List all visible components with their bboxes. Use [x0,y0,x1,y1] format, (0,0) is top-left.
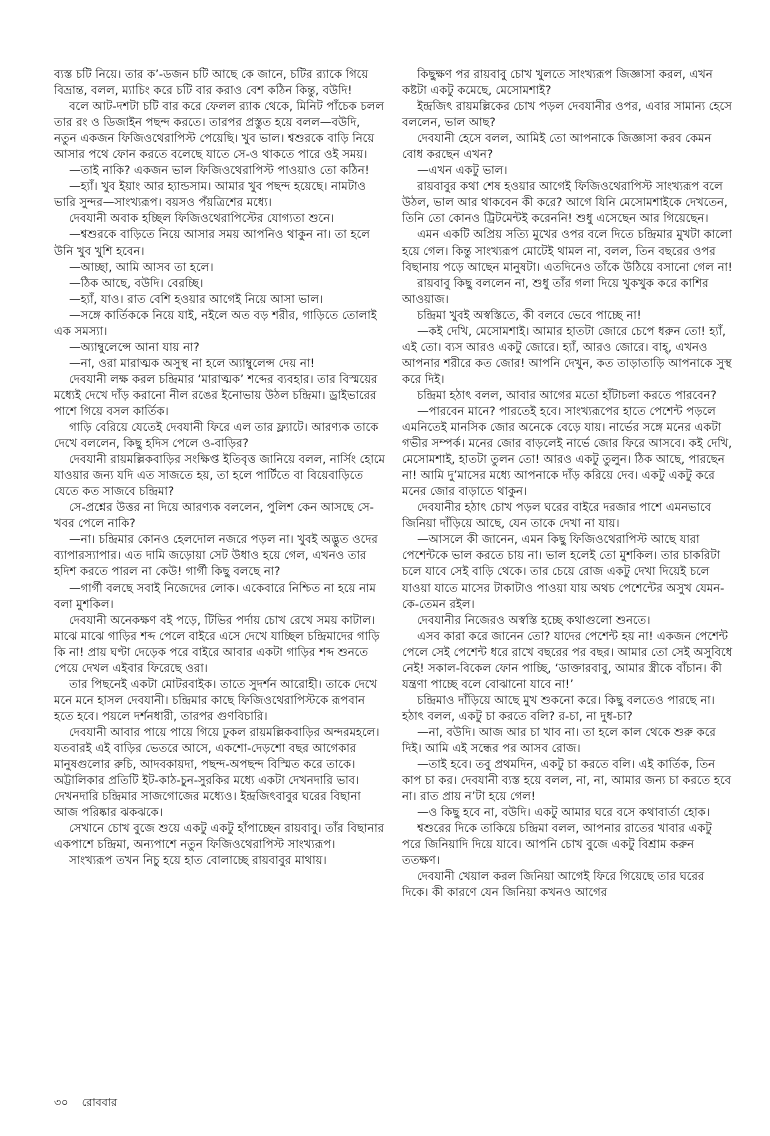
paragraph: ব্যস্ত চটি নিয়ে। তার ক’-ডজন চটি আছে কে জানে, চটির র‍্যাকে গিয়ে বিভ্রান্ত, বলল, ম্যাচিং করে চটি বার করাও বেশ কঠিন কিন্তু, বউদি! [54,67,369,98]
paragraph: —শ্বশুরকে বাড়িতে নিয়ে আসার সময় আপনিও থাকুন না। তা হলে উনি খুব খুশি হবেন। [54,227,370,258]
paragraph: —পারবেন মানে? পারতেই হবে। সাংখ্যরূপের হাতে পেশেন্ট পড়লে এমনিতেই মানসিক জোর অনেকে বেড়ে যায়। নার্ভের সঙ্গে মনের একটা গভীর সম্পর্ক। মনের জোর বাড়লেই নার্ভে জোর ফিরে আসবে। কই দেখি, মেসোমশাই, হাতটা তুলন তো! আরও একটু তুলুন। ঠিক আছে, পারছেন না! আমি দু’মাসের মধ্যে আপনাকে দাঁড় করিয়ে দেব। একটু একটু করে মনের জোর বাড়াতে থাকুন। [402,403,732,499]
paragraph: চন্দ্রিমা হঠাৎ বলল, আবার আগের মতো হাঁটাচলা করতে পারবেন? [417,387,717,402]
paragraph: সাংখ্যরূপ তখন নিচু হয়ে হাত বোলাচ্ছে রায়বাবুর মাথায়। [69,853,327,868]
paragraph: দেবযানী রায়মল্লিকবাড়ির সংক্ষিপ্ত ইতিবৃত্ত জানিয়ে বলল, নার্সিং হোমে যাওয়ার জন্য যদি এত সাজতে হয়, তা হলে পার্টিতে বা বিয়েবাড়িতে যেতে কত সাজবে চন্দ্রিমা? [54,452,385,499]
paragraph: —না। চন্দ্রিমার কোনও হেলদোল নজরে পড়ল না। খুবই অদ্ভুত ওদের ব্যাপারস্যাপার। এত দামি জড়োয়া সেট উধাও হয়ে গেল, এখনও তার হদিশ করতে পারল না কেউ! গার্গী কিছু বলছে না? [54,532,378,579]
paragraph: —গার্গী বলছে সবাই নিজেদের লোক। একেবারে নিশ্চিত না হয়ে নাম বলা মুশকিল। [54,580,376,611]
paragraph: এসব কারা করে জানেন তো? যাদের পেশেন্ট হয় না! একজন পেশেন্ট পেলে সেই পেশেন্ট ধরে রাখে বছরের পর বছর। আমার তো সেই অসুবিধে নেই! সকাল-বিকেল ফোন পাচ্ছি, ‘ডাক্তারবাবু, আমার স্ত্রীকে বাঁচান। কী যন্ত্রণা পাচ্ছে বলে বোঝানো যাবে না!’ [402,628,733,691]
paragraph: দেবযানীর হঠাৎ চোখ পড়ল ঘরের বাইরে দরজার পাশে এমনভাবে জিনিয়া দাঁড়িয়ে আছে, যেন তাকে দেখা না যায়। [402,500,712,531]
paragraph: —আচ্ছা, আমি আসব তা হলে। [69,259,214,274]
magazine-name: রোববার [81,1096,118,1109]
paragraph: চন্দ্রিমাও দাঁড়িয়ে আছে মুখ শুকনো করে। কিছু বলতেও পারছে না। হঠাৎ বলল, একটু চা করতে বলি? র-চা, না দুধ-চা? [402,692,715,723]
paragraph: সেখানে চোখ বুজে শুয়ে একটু একটু হাঁপাচ্ছেন রায়বাবু। তাঁর বিছানার একপাশে চন্দ্রিমা, অন্যপাশে নতুন ফিজিওথেরাপিস্ট সাংখ্যরূপ। [54,821,385,852]
paragraph: —ও কিছু হবে না, বউদি। একটু আমার ঘরে বসে কথাবার্তা হোক। [417,805,710,820]
paragraph: শ্বশুরের দিকে তাকিয়ে চন্দ্রিমা বলল, আপনার রাতের খাবার একটু পরে জিনিয়াদি দিয়ে যাবে। আপনি চোখ বুজে একটু বিশ্রাম করুন ততক্ষণ। [402,821,712,868]
paragraph: দেবযানী লক্ষ করল চন্দ্রিমার ‘মারাত্মক’ শব্দের ব্যবহার। তার বিস্ময়ের মধ্যেই দেখে দাঁড় করানো নীল রঙের ইনোভায় উঠল চন্দ্রিমা। ড্রাইভারের পাশে গিয়ে বসল কার্তিক। [54,371,378,418]
paragraph: এমন একটি অপ্রিয় সত্যি মুখের ওপর বলে দিতে চন্দ্রিমার মুখটা কালো হয়ে গেল। কিন্তু সাংখ্যরূপ মোটেই থামল না, বলল, তিন বছরের ওপর বিছানায় পড়ে আছেন মানুষটা। এতদিনেও তাঁকে উঠিয়ে বসানো গেল না! [402,227,733,274]
paragraph: —না, ওরা মারাত্মক অসুস্থ না হলে অ্যাম্বুলেন্স দেয় না! [69,355,315,370]
paragraph: —অ্যাম্বুলেন্সে আনা যায় না? [69,339,200,354]
paragraph: তার পিছনেই একটা মোটরবাইক। তাতে সুদর্শন আরোহী। তাকে দেখে মনে মনে হাসল দেবযানী। চন্দ্রিমার কাছে ফিজিওথেরাপিস্টকে রূপবান হতে হবে। পয়লে দর্শনধারী, তারপর গুণবিচারি। [54,676,378,723]
paragraph: কিছুক্ষণ পর রায়বাবু চোখ খুলতে সাংখ্যরূপ জিজ্ঞাসা করল, এখন কষ্টটা একটু কমেছে, মেসোমশাই? [402,67,713,98]
paragraph: বলে আট-দশটা চটি বার করে ফেলল র‍্যাক থেকে, মিনিট পাঁচেক চলল তার রং ও ডিজাইন পছন্দ করতে। তারপর প্রস্তুত হয়ে বলল—বউদি, নতুন একজন ফিজিওথেরাপিস্ট পেয়েছি। খুব ভাল। শ্বশুরকে বাড়ি নিয়ে আসার পথে ফোন করতে বলেছে যাতে সে-ও থাকতে পারে ওই সময়। [54,99,384,162]
paragraph: চন্দ্রিমা খুবই অস্বস্তিতে, কী বলবে ভেবে পাচ্ছে না! [417,307,642,322]
paragraph: রায়বাবু কিছু বললেন না, শুধু তাঁর গলা দিয়ে খুকখুক করে কাশির আওয়াজ। [402,275,709,306]
paragraph: সে-প্রশ্নের উত্তর না দিয়ে আরণ্যক বললেন, পুলিশ কেন আসছে সে-খবর পেলে নাকি? [54,500,374,531]
paragraph: দেবযানী অবাক হচ্ছিল ফিজিওথেরাপিস্টের যোগ্যতা শুনে। [69,211,335,226]
paragraph: —সঙ্গে কার্তিককে নিয়ে যাই, নইলে অত বড় শরীর, গাড়িতে তোলাই এক সমস্যা। [54,307,377,338]
paragraph: গাড়ি বেরিয়ে যেতেই দেবযানী ফিরে এল তার ফ্ল্যাটে। আরণ্যক তাকে দেখে বললেন, কিছু হদিস পেলে ও-বাড়ির? [54,420,379,451]
right-text-column [402,66,734,900]
page-number: ৩০ [54,1096,69,1109]
paragraph: —হ্যাঁ। খুব ইয়াং আর হ্যান্ডসাম। আমার খুব পছন্দ হয়েছে। নামটাও ভারি সুন্দর—সাংখ্যরূপ। বয়সও পঁয়ত্রিশের মধ্যে। [54,179,366,210]
paragraph: —কই দেখি, মেসোমশাই। আমার হাতটা জোরে চেপে ধরুন তো! হ্যাঁ, এই তো। ব্যস আরও একটু জোরে। হ্যাঁ, আরও জোরে। বাহ্, এখনও আপনার শরীরে কত জোর! আপনি দেখুন, কত তাড়াতাড়ি আপনাকে সুস্থ করে দিই। [402,323,732,386]
paragraph: রায়বাবুর কথা শেষ হওয়ার আগেই ফিজিওথেরাপিস্ট সাংখ্যরূপ বলে উঠল, ভাল আর থাকবেন কী করে? আগে যিনি মেসোমশাইকে দেখতেন, তিনি তো কোনও ট্রিটমেন্টই করেননি! শুধু এসেছেন আর গিয়েছেন। [402,179,728,226]
paragraph: দেবযানী আবার পায়ে পায়ে গিয়ে ঢুকল রায়মল্লিকবাড়ির অন্দরমহলে। যতবারই এই বাড়ির ভেতরে আসে, একশো-দেড়শো বছর আগেকার মানুষগুলোর রুচি, আদবকায়দা, পছন্দ-অপছন্দ বিস্মিত করে তাকে। অট্টালিকার প্রতিটি ইট-কাঠ-চুন-সুরকির মধ্যে একটা দেখনদারি ভাব। দেখনদারি চন্দ্রিমার সাজগোজের মধ্যেও। ইন্দ্রজিৎবাবুর ঘরের বিছানা আজ পরিষ্কার ঝকঝকে। [54,724,380,820]
page-footer [54,1094,127,1113]
left-text-column [54,66,386,868]
paragraph: —আসলে কী জানেন, এমন কিছু ফিজিওথেরাপিস্ট আছে যারা পেশেন্টকে ভাল করতে চায় না। ভাল হলেই তো মুশকিল। তার চাকরিটা চলে যাবে সেই বাড়ি থেকে। তার চেয়ে রোজ একটু দেখা দিয়েই চলে যাওয়া যাতে মাসের টাকাটাও পাওয়া যায় অথচ পেশেন্টের অসুখ যেমন-কে-তেমন রইল। [402,532,725,611]
paragraph: দেবযানী অনেকক্ষণ বই পড়ে, টিভির পর্দায় চোখ রেখে সময় কাটাল। মাঝে মাঝে গাড়ির শব্দ পেলে বাইরে এসে দেখে যাচ্ছিল চন্দ্রিমাদের গাড়ি কি না! প্রায় ঘণ্টা দেড়েক পরে বাইরে আবার একটা গাড়ির শব্দ শুনতে পেয়ে দেখল এইবার ফিরেছে ওরা। [54,612,380,675]
paragraph: —হ্যাঁ, যাও। রাত বেশি হওয়ার আগেই নিয়ে আসা ভাল। [69,291,324,306]
paragraph: ইন্দ্রজিৎ রায়মল্লিকের চোখ পড়ল দেবযানীর ওপর, এবার সামান্য হেসে বললেন, ভাল আছ? [402,99,732,130]
paragraph: দেবযানী হেসে বলল, আমিই তো আপনাকে জিজ্ঞাসা করব কেমন বোধ করছেন এখন? [402,131,712,162]
paragraph: —তাই হবে। তবু প্রথমদিন, একটু চা করতে বলি। এই কার্তিক, তিন কাপ চা কর। দেবযানী ব্যস্ত হয়ে বলল, না, না, আমার জন্য চা করতে হবে না। রাত প্রায় ন’টা হয়ে গেল! [402,757,732,804]
paragraph: দেবযানীর নিজেরও অস্বস্তি হচ্ছে কথাগুলো শুনতে। [417,612,651,627]
paragraph: —এখন একটু ভাল। [417,163,508,178]
paragraph: —ঠিক আছে, বউদি। বেরচ্ছি। [69,275,204,290]
paragraph: —না, বউদি। আজ আর চা খাব না। তা হলে কাল থেকে শুরু করে দিই। আমি এই সন্ধের পর আসব রোজ। [402,724,716,755]
paragraph: দেবযানী খেয়াল করল জিনিয়া আগেই ফিরে গিয়েছে তার ঘরের দিকে। কী কারণে যেন জিনিয়া কখনও আগের [402,869,705,900]
paragraph: —তাই নাকি? একজন ভাল ফিজিওথেরাপিস্ট পাওয়াও তো কঠিন! [69,163,370,178]
